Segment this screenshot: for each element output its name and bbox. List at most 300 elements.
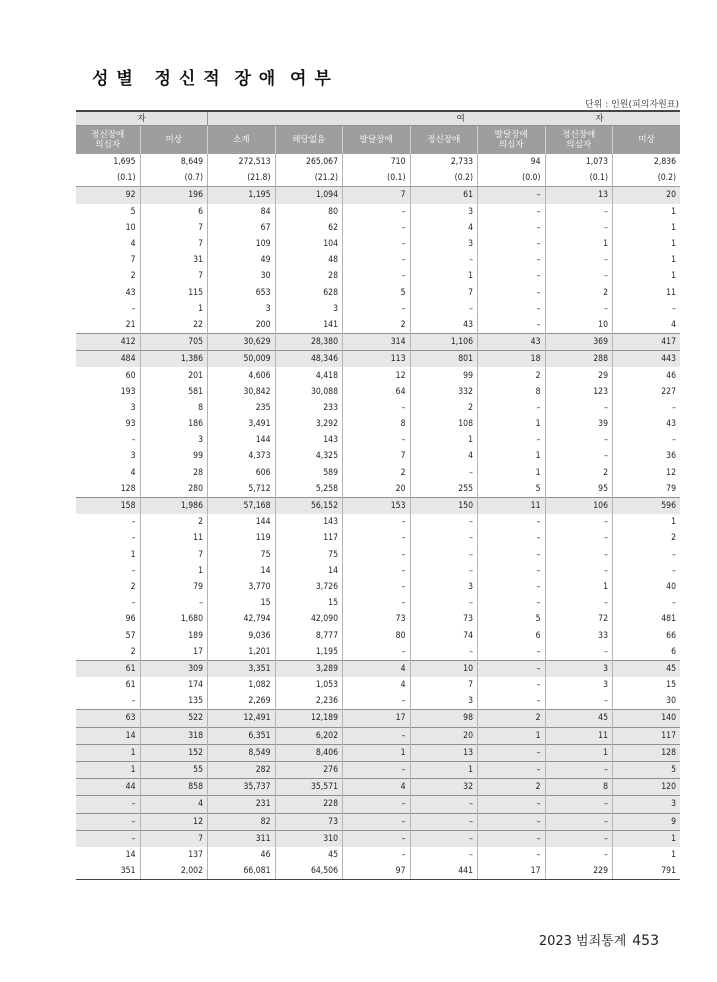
table-cell: 98 xyxy=(410,710,478,727)
table-cell: 589 xyxy=(275,465,343,481)
table-cell: 3 xyxy=(130,451,136,462)
table-cell: 8,549 xyxy=(208,744,276,761)
table-cell: 123 xyxy=(545,384,613,400)
table-cell: 369 xyxy=(545,334,613,351)
table-row xyxy=(76,497,680,514)
table-cell: – xyxy=(478,220,546,236)
table-cell: 332 xyxy=(410,384,478,400)
table-cell: 2 xyxy=(613,530,681,546)
table-cell: – xyxy=(478,187,546,204)
table-cell: 1,986 xyxy=(140,497,208,514)
column-header: 소계 xyxy=(208,126,276,155)
table-cell: 282 xyxy=(208,761,276,778)
table-cell: – xyxy=(613,595,681,611)
table-cell: 5 xyxy=(130,206,136,217)
table-cell: – xyxy=(478,563,546,579)
table-cell: 14 xyxy=(76,727,140,744)
table-cell: – xyxy=(343,400,411,416)
table-cell: 94 xyxy=(478,154,546,170)
table-cell: 201 xyxy=(140,367,208,383)
table-cell: – xyxy=(343,530,411,546)
table-row xyxy=(76,796,680,813)
table-row xyxy=(76,432,680,448)
table-cell: – xyxy=(410,796,478,813)
table-cell: (0.2) xyxy=(410,170,478,187)
table-cell: – xyxy=(478,547,546,563)
table-cell: 1 xyxy=(410,761,478,778)
table-cell: 8,406 xyxy=(275,744,343,761)
table-cell: – xyxy=(410,644,478,661)
table-cell: 4 xyxy=(613,317,681,334)
table-cell: 1 xyxy=(478,416,546,432)
table-cell: – xyxy=(613,432,681,448)
table-cell: – xyxy=(478,317,546,334)
table-cell: – xyxy=(410,813,478,830)
table-cell: 45 xyxy=(275,847,343,863)
table-cell: 2 xyxy=(343,465,411,481)
column-header: 발달장애 의심자 xyxy=(478,126,546,155)
table-cell: 11 xyxy=(478,497,546,514)
table-cell: 2,836 xyxy=(613,154,681,170)
table-cell: 1 xyxy=(545,579,613,595)
table-cell: – xyxy=(343,301,411,317)
table-cell: 15 xyxy=(208,595,276,611)
table-cell: – xyxy=(545,847,613,863)
table-cell: – xyxy=(478,268,546,284)
table-cell: 1,386 xyxy=(140,351,208,368)
table-cell: 128 xyxy=(120,483,136,494)
table-cell: 3 xyxy=(130,402,136,413)
table-cell: 2,269 xyxy=(208,693,276,710)
table-cell: 596 xyxy=(613,497,681,514)
table-cell: 3 xyxy=(545,677,613,693)
table-cell: 5 xyxy=(613,761,681,778)
table-cell: 606 xyxy=(208,465,276,481)
table-cell: – xyxy=(478,813,546,830)
table-cell: – xyxy=(478,595,546,611)
table-cell: 1,082 xyxy=(208,677,276,693)
table-cell: 79 xyxy=(140,579,208,595)
table-cell: – xyxy=(478,677,546,693)
table-cell: 2 xyxy=(140,514,208,530)
table-cell: 11 xyxy=(545,727,613,744)
table-cell: 30,629 xyxy=(208,334,276,351)
table-row xyxy=(76,744,680,761)
table-cell: 49 xyxy=(208,252,276,268)
table-cell: 92 xyxy=(76,187,140,204)
table-cell: 4,373 xyxy=(208,448,276,464)
table-cell: 791 xyxy=(613,863,681,880)
table-body xyxy=(76,154,680,880)
table-cell: – xyxy=(545,547,613,563)
table-cell: 50,009 xyxy=(208,351,276,368)
table-cell: 7 xyxy=(343,187,411,204)
table-cell: 40 xyxy=(613,579,681,595)
table-cell: – xyxy=(343,830,411,847)
table-cell: – xyxy=(410,830,478,847)
table-cell: 200 xyxy=(208,317,276,334)
table-cell: 8 xyxy=(140,400,208,416)
table-cell: 12 xyxy=(613,465,681,481)
column-header: 발달장애 xyxy=(343,126,411,155)
table-cell: 318 xyxy=(140,727,208,744)
table-cell: 272,513 xyxy=(208,154,276,170)
table-cell: 1,053 xyxy=(275,677,343,693)
table-cell: (0.1) xyxy=(545,170,613,187)
table-cell: 4,606 xyxy=(208,367,276,383)
table-cell: – xyxy=(545,301,613,317)
column-header: 미상 xyxy=(613,126,681,155)
table-cell: 8,777 xyxy=(275,627,343,643)
table-cell: 6,351 xyxy=(208,727,276,744)
table-cell: 45 xyxy=(545,710,613,727)
table-cell: 66 xyxy=(613,627,681,643)
table-cell: 1 xyxy=(613,514,681,530)
table-cell: – xyxy=(545,813,613,830)
table-cell: 7 xyxy=(410,285,478,301)
table-cell: 2 xyxy=(130,581,136,592)
table-cell: 276 xyxy=(275,761,343,778)
table-cell: – xyxy=(478,744,546,761)
table-cell: 1,106 xyxy=(410,334,478,351)
table-cell: 1,195 xyxy=(208,187,276,204)
table-cell: 3 xyxy=(140,432,208,448)
table-cell: 3 xyxy=(275,301,343,317)
unit-note: 단위 : 인원(피의자원표) xyxy=(584,100,679,110)
table-cell: 28 xyxy=(275,268,343,284)
table-cell: – xyxy=(343,847,411,863)
table-cell: – xyxy=(613,400,681,416)
table-cell: 20 xyxy=(343,481,411,498)
table-row xyxy=(76,268,680,284)
table-cell: 3,351 xyxy=(208,660,276,677)
table-cell: – xyxy=(343,761,411,778)
table-cell: 28,380 xyxy=(275,334,343,351)
table-row xyxy=(76,830,680,847)
table-cell: 46 xyxy=(208,847,276,863)
table-cell: 2,733 xyxy=(410,154,478,170)
table-cell: 104 xyxy=(275,236,343,252)
table-cell: 265,067 xyxy=(275,154,343,170)
table-cell: 653 xyxy=(208,285,276,301)
table-cell: 227 xyxy=(613,384,681,400)
table-cell: 117 xyxy=(613,727,681,744)
table-row xyxy=(76,677,680,693)
table-cell: 7 xyxy=(130,255,136,266)
table-cell: 1,195 xyxy=(275,644,343,661)
table-cell: 441 xyxy=(410,863,478,880)
column-header: 정신장애 의심자 xyxy=(76,126,140,155)
table-cell: (0.1) xyxy=(343,170,411,187)
table-cell: 705 xyxy=(140,334,208,351)
table-cell: 351 xyxy=(76,863,140,880)
table-cell: 57 xyxy=(125,630,136,641)
table-cell: – xyxy=(545,761,613,778)
table-cell: 1 xyxy=(130,549,136,560)
table-cell: 18 xyxy=(478,351,546,368)
table-cell: 73 xyxy=(275,813,343,830)
table-cell: 42,090 xyxy=(275,611,343,627)
table-cell: 30 xyxy=(613,693,681,710)
table-row xyxy=(76,317,680,334)
table-cell: 4 xyxy=(140,796,208,813)
table-cell: 158 xyxy=(76,497,140,514)
table-cell: 5,258 xyxy=(275,481,343,498)
table-cell: 43 xyxy=(125,287,136,298)
table-cell: 1 xyxy=(478,465,546,481)
table-cell: 30 xyxy=(208,268,276,284)
table-cell: (0.2) xyxy=(613,170,681,187)
table-cell: 1 xyxy=(410,268,478,284)
table-cell: – xyxy=(545,563,613,579)
table-cell: 1 xyxy=(478,727,546,744)
table-cell: – xyxy=(410,252,478,268)
table-row xyxy=(76,416,680,432)
table-cell: 33 xyxy=(545,627,613,643)
header-group-female-label: 여 xyxy=(456,113,465,124)
table-cell: – xyxy=(613,563,681,579)
table-row xyxy=(76,563,680,579)
table-cell: 135 xyxy=(140,693,208,710)
table-cell: 35,571 xyxy=(275,779,343,796)
table-cell: 1 xyxy=(478,448,546,464)
table-cell: 143 xyxy=(275,432,343,448)
table-cell: 12,491 xyxy=(208,710,276,727)
table-row xyxy=(76,627,680,643)
table-cell: 3,292 xyxy=(275,416,343,432)
table-cell: 2 xyxy=(478,710,546,727)
table-cell: 61 xyxy=(125,680,136,691)
table-cell: 80 xyxy=(343,627,411,643)
table-row xyxy=(76,611,680,627)
table-row xyxy=(76,448,680,464)
table-cell: (0.7) xyxy=(140,170,208,187)
table-cell: – xyxy=(478,236,546,252)
table-cell: 2 xyxy=(545,465,613,481)
table-cell: 117 xyxy=(275,530,343,546)
table-cell: 32 xyxy=(410,779,478,796)
table-row xyxy=(76,170,680,187)
table-cell: – xyxy=(478,252,546,268)
table-cell: – xyxy=(478,693,546,710)
table-cell: 14 xyxy=(208,563,276,579)
table-cell: – xyxy=(343,693,411,710)
table-cell: – xyxy=(545,204,613,220)
table-cell: 64,506 xyxy=(275,863,343,880)
table-cell: 412 xyxy=(76,334,140,351)
table-cell: – xyxy=(343,268,411,284)
table-cell: 13 xyxy=(545,187,613,204)
table-cell: 1,695 xyxy=(113,157,136,168)
table-cell: 17 xyxy=(343,710,411,727)
table-cell: 3 xyxy=(613,796,681,813)
table-row xyxy=(76,813,680,830)
table-row xyxy=(76,154,680,170)
table-cell: 137 xyxy=(140,847,208,863)
table-row xyxy=(76,481,680,498)
table-cell: 10 xyxy=(410,660,478,677)
table-row xyxy=(76,334,680,351)
table-cell: 30,088 xyxy=(275,384,343,400)
table-row xyxy=(76,301,680,317)
table-cell: 1 xyxy=(613,220,681,236)
table-cell: 4 xyxy=(343,779,411,796)
table-cell: 8 xyxy=(478,384,546,400)
table-cell: 30,842 xyxy=(208,384,276,400)
table-cell: 43 xyxy=(478,334,546,351)
table-cell: – xyxy=(410,563,478,579)
table-cell: 14 xyxy=(125,849,136,860)
table-cell: 2,002 xyxy=(140,863,208,880)
table-row xyxy=(76,710,680,727)
table-cell: 310 xyxy=(275,830,343,847)
table-cell: 3 xyxy=(410,579,478,595)
table-cell: 79 xyxy=(613,481,681,498)
table-cell: 255 xyxy=(410,481,478,498)
table-cell: 66,081 xyxy=(208,863,276,880)
table-cell: 280 xyxy=(140,481,208,498)
table-row xyxy=(76,847,680,863)
table-cell: – xyxy=(478,432,546,448)
table-cell: 2 xyxy=(343,317,411,334)
table-cell: 57,168 xyxy=(208,497,276,514)
column-header: 미상 xyxy=(140,126,208,155)
table-cell: 11 xyxy=(140,530,208,546)
table-cell: 150 xyxy=(410,497,478,514)
table-cell: 4 xyxy=(343,660,411,677)
table-cell: 31 xyxy=(140,252,208,268)
table-cell: – xyxy=(545,530,613,546)
table-cell: 152 xyxy=(140,744,208,761)
table-cell: – xyxy=(131,517,136,528)
table-cell: 229 xyxy=(545,863,613,880)
table-cell: – xyxy=(478,301,546,317)
table-cell: 141 xyxy=(275,317,343,334)
table-cell: 1 xyxy=(613,252,681,268)
table-cell: 174 xyxy=(140,677,208,693)
table-cell: 1 xyxy=(76,744,140,761)
table-cell: – xyxy=(131,533,136,544)
table-cell: – xyxy=(478,847,546,863)
table-cell: 6,202 xyxy=(275,727,343,744)
table-cell: – xyxy=(131,435,136,446)
table-cell: 4 xyxy=(410,448,478,464)
table-cell: – xyxy=(76,796,140,813)
table-cell: – xyxy=(131,303,136,314)
table-cell: – xyxy=(410,530,478,546)
table-cell: 2 xyxy=(130,271,136,282)
table-cell: – xyxy=(545,514,613,530)
table-cell: 3 xyxy=(208,301,276,317)
table-row xyxy=(76,761,680,778)
table-cell: 3 xyxy=(410,236,478,252)
table-cell: 153 xyxy=(343,497,411,514)
table-cell: 233 xyxy=(275,400,343,416)
table-cell: 1 xyxy=(140,301,208,317)
table-cell: 314 xyxy=(343,334,411,351)
table-row xyxy=(76,530,680,546)
table-cell: – xyxy=(343,432,411,448)
table-cell: – xyxy=(478,830,546,847)
table-cell: 1,073 xyxy=(545,154,613,170)
table-row xyxy=(76,727,680,744)
table-cell: – xyxy=(410,595,478,611)
header-group-male: 자 xyxy=(76,111,208,126)
table-cell: 4,325 xyxy=(275,448,343,464)
table-cell: – xyxy=(545,595,613,611)
table-row xyxy=(76,660,680,677)
table-cell: 581 xyxy=(140,384,208,400)
table-cell: 231 xyxy=(208,796,276,813)
table-cell: 10 xyxy=(545,317,613,334)
header-group-female xyxy=(208,111,681,126)
table-cell: 5 xyxy=(478,611,546,627)
table-cell: (0.1) xyxy=(76,170,140,187)
table-cell: 73 xyxy=(343,611,411,627)
table-cell: – xyxy=(545,796,613,813)
table-cell: (0.0) xyxy=(478,170,546,187)
table-cell: 417 xyxy=(613,334,681,351)
table-cell: 1 xyxy=(613,204,681,220)
table-cell: 628 xyxy=(275,285,343,301)
table-cell: 1 xyxy=(410,432,478,448)
table-cell: 12 xyxy=(343,367,411,383)
table-cell: 7 xyxy=(410,677,478,693)
table-cell: – xyxy=(478,660,546,677)
table-cell: – xyxy=(140,595,208,611)
table-cell: – xyxy=(343,204,411,220)
table-row xyxy=(76,204,680,220)
table-cell: 113 xyxy=(343,351,411,368)
table-cell: – xyxy=(545,644,613,661)
table-cell: – xyxy=(343,236,411,252)
column-header: 정신장애 xyxy=(410,126,478,155)
table-cell: 8 xyxy=(545,779,613,796)
table-cell: 119 xyxy=(208,530,276,546)
table-cell: 93 xyxy=(125,419,136,430)
table-cell: 1 xyxy=(613,830,681,847)
table-cell: 443 xyxy=(613,351,681,368)
table-cell: – xyxy=(343,813,411,830)
table-cell: 4,418 xyxy=(275,367,343,383)
footer-book-title: 2023 범죄통계 xyxy=(538,934,627,949)
table-cell: – xyxy=(343,579,411,595)
table-cell: 42,794 xyxy=(208,611,276,627)
table-row xyxy=(76,547,680,563)
table-cell: 1,680 xyxy=(140,611,208,627)
table-row xyxy=(76,285,680,301)
table-cell: 1 xyxy=(76,761,140,778)
table-cell: 8,649 xyxy=(140,154,208,170)
table-cell: 1 xyxy=(545,236,613,252)
table-cell: 128 xyxy=(613,744,681,761)
table-cell: – xyxy=(478,761,546,778)
table-cell: – xyxy=(343,252,411,268)
table-cell: 99 xyxy=(140,448,208,464)
table-cell: – xyxy=(545,693,613,710)
table-cell: – xyxy=(343,563,411,579)
table-cell: 60 xyxy=(125,370,136,381)
table-cell: (21.2) xyxy=(275,170,343,187)
table-cell: 7 xyxy=(140,220,208,236)
table-cell: 67 xyxy=(208,220,276,236)
table-cell: 3,726 xyxy=(275,579,343,595)
table-cell: – xyxy=(76,830,140,847)
table-cell: 96 xyxy=(125,614,136,625)
table-cell: 2 xyxy=(478,367,546,383)
table-cell: – xyxy=(343,595,411,611)
table-cell: 1 xyxy=(140,563,208,579)
